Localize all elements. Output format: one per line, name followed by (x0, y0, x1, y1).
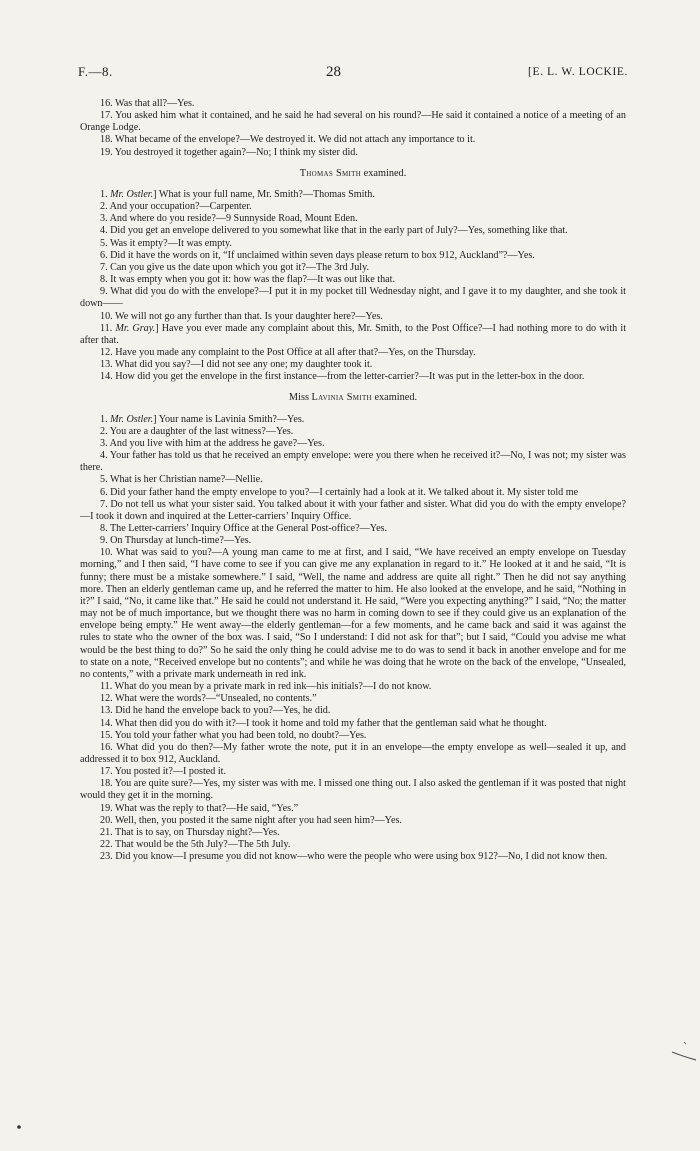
witness-name: Lavinia Smith (311, 392, 372, 404)
paragraph: 13. Did he hand the envelope back to you?—Yes, he did. (100, 705, 331, 717)
page-number: 28 (326, 64, 341, 80)
paragraph: 9. What did you do with the envelope?—I put it in my pocket till Wednesday night, and I gave it to my daughter, and she took it down—— (80, 286, 626, 310)
section-lavinia-smith (80, 414, 626, 864)
paragraph: 7. Can you give us the date upon which you got it?—The 3rd July. (100, 261, 370, 273)
header-witness: [E. L. W. LOCKIE. (528, 66, 628, 78)
scan-dot-icon (16, 1124, 22, 1130)
paragraph: 6. Did your father hand the empty envelope to you?—I certainly had a look at it. We talked about it. My sister told me (100, 486, 579, 498)
paragraph: 5. What is her Christian name?—Nellie. (100, 474, 263, 486)
paragraph: 19. You destroyed it together again?—No; I think my sister did. (100, 146, 358, 158)
speaker: Mr. Ostler. (110, 188, 154, 200)
paragraph: 19. What was the reply to that?—He said, “Yes.” (100, 802, 299, 814)
paragraph: 12. Have you made any complaint to the Post Office at all after that?—Yes, on the Thursday. (100, 346, 476, 358)
question-number: 1. (100, 413, 111, 425)
paragraph: 14. What then did you do with it?—I took it home and told my father that the gentleman said what he thought. (100, 717, 547, 729)
paragraph (80, 414, 626, 426)
header-reference: F.—8. (78, 64, 113, 79)
witness-heading (80, 168, 626, 180)
paragraph: 13. What did you say?—I did not see any one; my daughter took it. (100, 359, 373, 371)
question-text: ] Have you ever made any complaint about this, Mr. Smith, to the Post Office?—I had nothing more to do with it after that. (80, 322, 627, 346)
section-thomas-smith (80, 189, 626, 384)
paragraph: 2. And your occupation?—Carpenter. (100, 201, 252, 213)
paragraph: 11. What do you mean by a private mark in red ink—his initials?—I do not know. (100, 681, 432, 693)
paragraph: 14. How did you get the envelope in the first instance—from the letter-carrier?—It was put in the letter-box in the door. (100, 371, 585, 383)
witness-name: Thomas Smith (299, 167, 362, 179)
document-page (80, 66, 626, 863)
speaker: Mr. Gray. (115, 322, 156, 334)
paragraph: 3. And where do you reside?—9 Sunnyside Road, Mount Eden. (100, 213, 358, 225)
paragraph: 20. Well, then, you posted it the same night after you had seen him?—Yes. (100, 814, 402, 826)
paragraph: 10. What was said to you?—A young man came to me at first, and I said, “We have received an empty envelope on Tuesday morning,” and I then said, “I have come to see if you can give me any explanation in regard to it.” He looked at it and he said, “It is funny; there must be a mistake somewhere.” I said, “Well, the name and address are quite all right.” Then he did not say anything more. Then an elderly gentleman came up, and he referred the matter to him. He also looked at the envelope, and he said, “Nothing in it?” I said, “No, it came like that.” He said he could not understand it. He said, “Were you expecting anything?” I said, “No; the matter may not be of much importance, but we thought there was no harm in coming down to see if they could give us an explanation of the envelope being empty.” He went away—the elderly gentleman—for a few moments, and he came back and said it was against the rules to state who the owner of the box was. I said, “So I understand: I did not ask for that”; but I said, “Could you advise me what would be the best thing to do?” So he said the only thing he could advise me to do was to send it back in another envelope and for me to state on a note, “Received envelope but no contents”; and while he was doing that he wrote on the back of the envelope, “Unsealed, no contents,” with a private mark underneath in red ink. (80, 547, 626, 680)
paragraph: 22. That would be the 5th July?—The 5th July. (100, 839, 291, 851)
witness-prefix: Miss (288, 392, 312, 404)
witness-suffix: examined. (371, 392, 418, 404)
paragraph: 16. What did you do then?—My father wrote the note, put it in an envelope—the empty envelope as well—sealed it up, and addressed it to box 912, Auckland. (80, 741, 626, 765)
paragraph: 17. You posted it?—I posted it. (100, 766, 227, 778)
paragraph: 5. Was it empty?—It was empty. (100, 237, 232, 249)
paragraph: 15. You told your father what you had been told, no doubt?—Yes. (100, 729, 367, 741)
paragraph (80, 189, 626, 201)
witness-suffix: examined. (361, 167, 407, 179)
paragraph: 9. On Thursday at lunch-time?—Yes. (100, 535, 252, 547)
paragraph: 16. Was that all?—Yes. (100, 98, 195, 109)
paragraph: 12. What were the words?—“Unsealed, no contents.” (100, 693, 317, 705)
paragraph: 2. You are a daughter of the last witness?—Yes. (100, 425, 294, 437)
paragraph: 17. You asked him what it contained, and he said he had several on his round?—He said it contained a notice of a meeting of an Orange Lodge. (80, 110, 626, 134)
paragraph: 4. Did you get an envelope delivered to you somewhat like that in the early part of July?—Yes, something like that. (100, 225, 568, 237)
page-header (80, 66, 626, 98)
question-number: 1. (100, 188, 111, 200)
paragraph: 18. You are quite sure?—Yes, my sister was with me. I missed one thing out. I also asked the gentleman if it was posted that night would they get it in the morning. (80, 778, 626, 802)
paragraph: 6. Did it have the words on it, “If unclaimed within seven days please return to box 912, Auckland”?—Yes. (100, 249, 535, 261)
question-text: ] What is your full name, Mr. Smith?—Thomas Smith. (153, 188, 375, 200)
paragraph: 8. It was empty when you got it: how was the flap?—It was out like that. (100, 274, 395, 286)
paragraph: 18. What became of the envelope?—We destroyed it. We did not attach any importance to it. (100, 134, 476, 146)
paragraph (80, 323, 626, 347)
paragraph: 4. Your father has told us that he received an empty envelope: were you there when he received it?—No, I was not; my sister was there. (80, 450, 626, 474)
paragraph: 23. Did you know—I presume you did not know—who were the people who were using box 912?—No, I did not know then. (100, 851, 608, 863)
paragraph: 3. And you live with him at the address he gave?—Yes. (100, 437, 325, 449)
question-text: ] Your name is Lavinia Smith?—Yes. (153, 413, 305, 425)
speaker: Mr. Ostler. (110, 413, 154, 425)
scan-mark-icon (670, 1040, 698, 1062)
paragraph: 8. The Letter-carriers’ Inquiry Office at the General Post-office?—Yes. (100, 523, 388, 534)
question-number: 11. (100, 322, 116, 334)
paragraph: 21. That is to say, on Thursday night?—Yes. (100, 826, 280, 838)
paragraph: 7. Do not tell us what your sister said. You talked about it with your father and sister. What did you do with the empty envelope?—I took it down and inquired at the Letter-carriers’ Inquiry Office. (80, 498, 626, 522)
paragraph: 10. We will not go any further than that. Is your daughter here?—Yes. (100, 310, 383, 322)
section-continuation (80, 98, 626, 159)
witness-heading (80, 392, 626, 404)
